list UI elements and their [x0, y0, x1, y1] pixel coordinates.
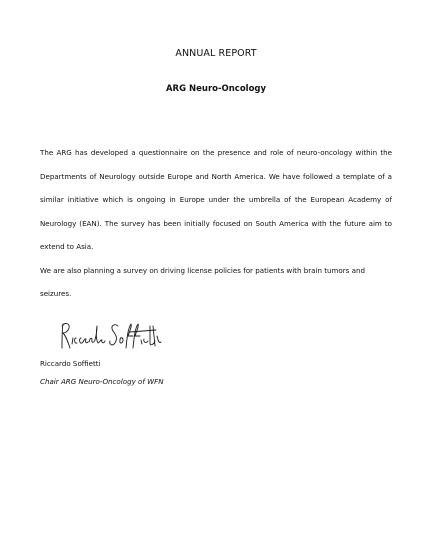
document-title: ANNUAL REPORT — [175, 48, 257, 59]
document-subtitle: ARG Neuro-Oncology — [165, 84, 267, 94]
signer-name: Riccardo Soffietti — [40, 359, 101, 368]
body-paragraph-2: We are also planning a survey on driving license policies for patients with brain tumors and seizures. — [40, 265, 365, 298]
handwritten-signature — [56, 318, 166, 358]
signer-role: Chair ARG Neuro-Oncology of WFN — [40, 377, 164, 386]
body-paragraph-1: The ARG has developed a questionnaire on the presence and role of neuro-oncology within the Departments of Neurology outside Europe and North America. We have followed a template of a similar initiative which is ongoing in Europe under the umbrella of the European Academy of Neurology (EAN). The survey has been initially focused on South America with the future aim to extend to Asia. — [40, 148, 392, 251]
document-body — [40, 141, 392, 306]
